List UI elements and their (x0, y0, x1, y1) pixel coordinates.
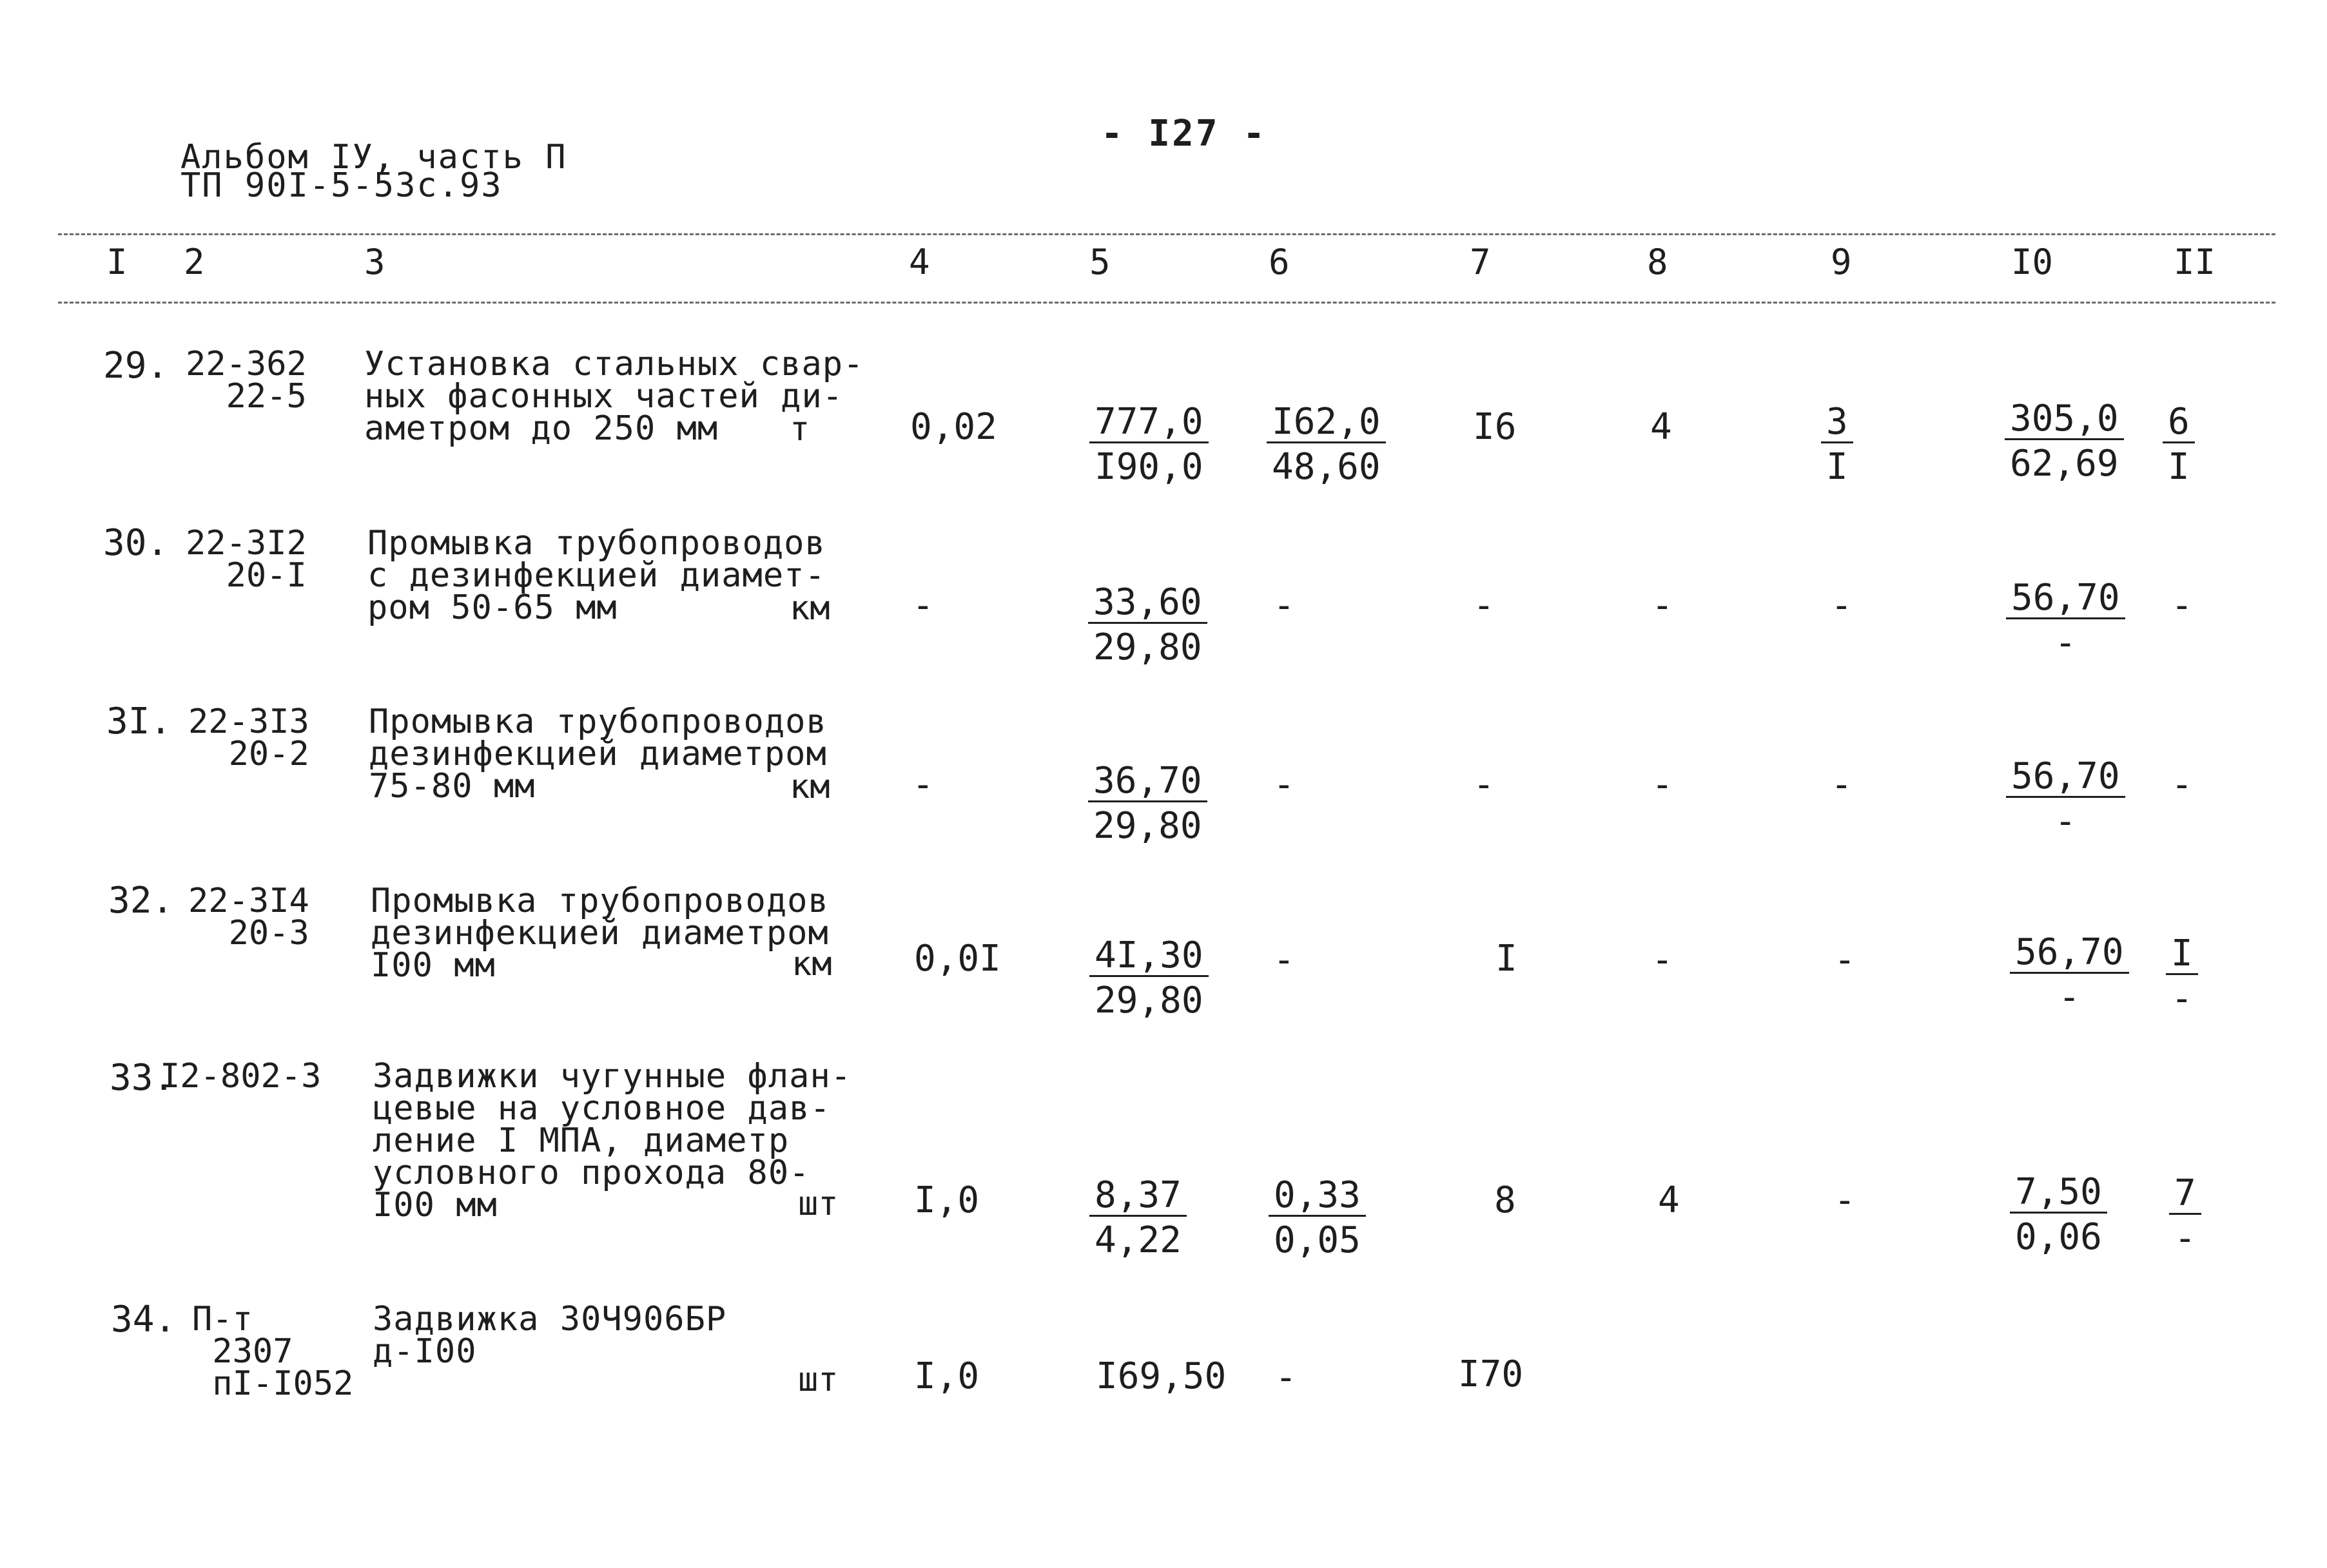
col-header-2: 2 (184, 242, 205, 282)
cell-col11-bottom: - (2171, 978, 2193, 1020)
col-header-1: I (106, 242, 128, 282)
cell-col6 (1267, 403, 1386, 491)
cell-col10-bottom: - (2058, 976, 2081, 1018)
cell-col5-top: 8,37 (1089, 1176, 1187, 1217)
cell-col10-top: 56,70 (2010, 933, 2129, 974)
row-unit: шт (798, 1360, 839, 1399)
row-number: 30. (103, 522, 169, 564)
row-description: Установка стальных свар- ных фасонных частей ди- аметром до 250 мм (364, 345, 864, 448)
row-code: 22-3I4 20-3 (188, 882, 309, 953)
cell-col5-bottom: 4,22 (1095, 1219, 1182, 1261)
cell-col6: - (1273, 764, 1295, 806)
cell-col5 (1088, 583, 1207, 672)
cell-col7: I6 (1473, 406, 1517, 448)
cell-col10-top: 56,70 (2006, 579, 2125, 619)
col-header-3: 3 (364, 242, 385, 282)
cell-col10 (2010, 933, 2129, 1021)
row-number: 29. (103, 345, 169, 387)
row-code: 22-3I3 20-2 (188, 702, 309, 773)
cell-col10 (2005, 400, 2124, 488)
cell-col5-bottom: 29,80 (1095, 980, 1203, 1021)
header-top-rule (58, 233, 2275, 235)
row-description: Промывка трубопроводов дезинфекцией диаметром I00 мм (371, 882, 829, 985)
cell-col4: - (912, 585, 934, 626)
header-bottom-rule (58, 302, 2275, 304)
cell-col5-top: 36,70 (1088, 762, 1207, 802)
cell-col7: - (1473, 764, 1495, 806)
cell-col10-bottom: 62,69 (2010, 443, 2119, 485)
row-number: 3I. (106, 701, 172, 742)
row-code: I2-802-3 (160, 1057, 322, 1096)
col-header-7: 7 (1470, 242, 1491, 282)
cell-col4: - (912, 764, 934, 806)
row-description: Задвижки чугунные флан- цевые на условное дав- ление I МПА, диаметр условного прохода 80- I00 мм (373, 1057, 852, 1224)
cell-col6: - (1273, 939, 1295, 981)
cell-col6-top: 0,33 (1269, 1176, 1366, 1217)
cell-col9-top: 3 (1821, 403, 1853, 443)
row-unit: км (792, 945, 832, 983)
cell-col11: - (2171, 585, 2193, 626)
cell-col11 (2163, 403, 2195, 491)
cell-col10 (2006, 579, 2125, 667)
cell-col10-top: 305,0 (2005, 400, 2124, 440)
page-number: - I27 - (1101, 113, 1267, 155)
row-unit: км (790, 768, 830, 806)
cell-col6: - (1273, 585, 1295, 626)
cell-col6-bottom: 0,05 (1274, 1219, 1361, 1261)
cell-col5-top: 4I,30 (1089, 936, 1209, 977)
cell-col11: - (2171, 764, 2193, 806)
cell-col8: - (1651, 764, 1673, 806)
row-number: 34. (111, 1299, 177, 1341)
row-code: 22-362 22-5 (186, 345, 307, 416)
row-unit: км (790, 589, 830, 628)
cell-col7: I (1495, 938, 1517, 980)
cell-col10 (2010, 1173, 2107, 1261)
cell-col6: - (1275, 1357, 1297, 1399)
cell-col11 (2166, 934, 2198, 1023)
cell-col8: 4 (1650, 406, 1672, 448)
cell-col10-bottom: 0,06 (2015, 1216, 2102, 1258)
cell-col9: - (1834, 939, 1856, 981)
cell-col6-bottom: 48,60 (1272, 446, 1381, 488)
row-description: Промывка трубопроводов дезинфекцией диаметром 75-80 мм (369, 702, 827, 806)
cell-col5-bottom: 29,80 (1093, 805, 1202, 847)
cell-col5-top: 777,0 (1089, 403, 1209, 443)
cell-col8: 4 (1658, 1179, 1680, 1221)
tp-line: ТП 90I-5-53с.93 (180, 166, 503, 205)
cell-col9-bottom: I (1826, 446, 1848, 488)
cell-col10 (2006, 757, 2125, 846)
cell-col5-bottom: I90,0 (1095, 446, 1203, 488)
row-code: 22-3I2 20-I (186, 524, 307, 595)
cell-col10-bottom: - (2054, 800, 2077, 842)
cell-col5 (1089, 1176, 1187, 1264)
cell-col11-bottom: I (2168, 446, 2190, 488)
cell-col11 (2169, 1174, 2201, 1263)
cell-col11-bottom: - (2174, 1217, 2196, 1259)
cell-col11-top: 6 (2163, 403, 2195, 443)
cell-col4: 0,0I (914, 938, 1001, 980)
cell-col7: - (1473, 585, 1495, 626)
cell-col9: - (1831, 585, 1853, 626)
cell-col11-top: 7 (2169, 1174, 2201, 1215)
cell-col9: - (1831, 764, 1853, 806)
cell-col6 (1269, 1176, 1366, 1264)
cell-col10-top: 7,50 (2010, 1173, 2107, 1214)
cell-col5 (1089, 936, 1209, 1025)
row-unit: т (790, 410, 810, 449)
cell-col7: 8 (1494, 1179, 1516, 1221)
cell-col8: - (1651, 585, 1673, 626)
col-header-9: 9 (1831, 242, 1852, 282)
cell-col6-top: I62,0 (1267, 403, 1386, 443)
cell-col10-top: 56,70 (2006, 757, 2125, 798)
col-header-4: 4 (909, 242, 930, 282)
cell-col8: - (1651, 939, 1673, 981)
cell-col9: - (1834, 1179, 1856, 1221)
row-unit: шт (798, 1185, 839, 1223)
row-number: 32. (108, 880, 174, 922)
cell-col5-bottom: 29,80 (1093, 626, 1202, 668)
row-description: Задвижка 30Ч906БР д-I00 (373, 1300, 727, 1371)
cell-col4: I,0 (914, 1355, 980, 1397)
cell-col5: I69,50 (1096, 1355, 1227, 1397)
cell-col5-top: 33,60 (1088, 583, 1207, 624)
col-header-5: 5 (1089, 242, 1111, 282)
col-header-6: 6 (1269, 242, 1290, 282)
col-header-11: II (2174, 242, 2216, 282)
cell-col4: 0,02 (910, 406, 997, 448)
row-code: П-т 2307 пI-I052 (192, 1300, 354, 1403)
album-line: Альбом IУ, часть П (180, 138, 567, 177)
row-description: Промывка трубопроводов с дезинфекцией диамет- ром 50-65 мм (367, 524, 826, 627)
col-header-10: I0 (2011, 242, 2054, 282)
col-header-8: 8 (1647, 242, 1668, 282)
cell-col5 (1089, 403, 1209, 491)
cell-col11-top: I (2166, 934, 2198, 975)
cell-col5 (1088, 762, 1207, 850)
cell-col7: I70 (1458, 1353, 1524, 1395)
cell-col10-bottom: - (2054, 622, 2077, 664)
row-number: 33. (110, 1057, 175, 1099)
cell-col4: I,0 (914, 1179, 980, 1221)
cell-col9 (1821, 403, 1853, 491)
